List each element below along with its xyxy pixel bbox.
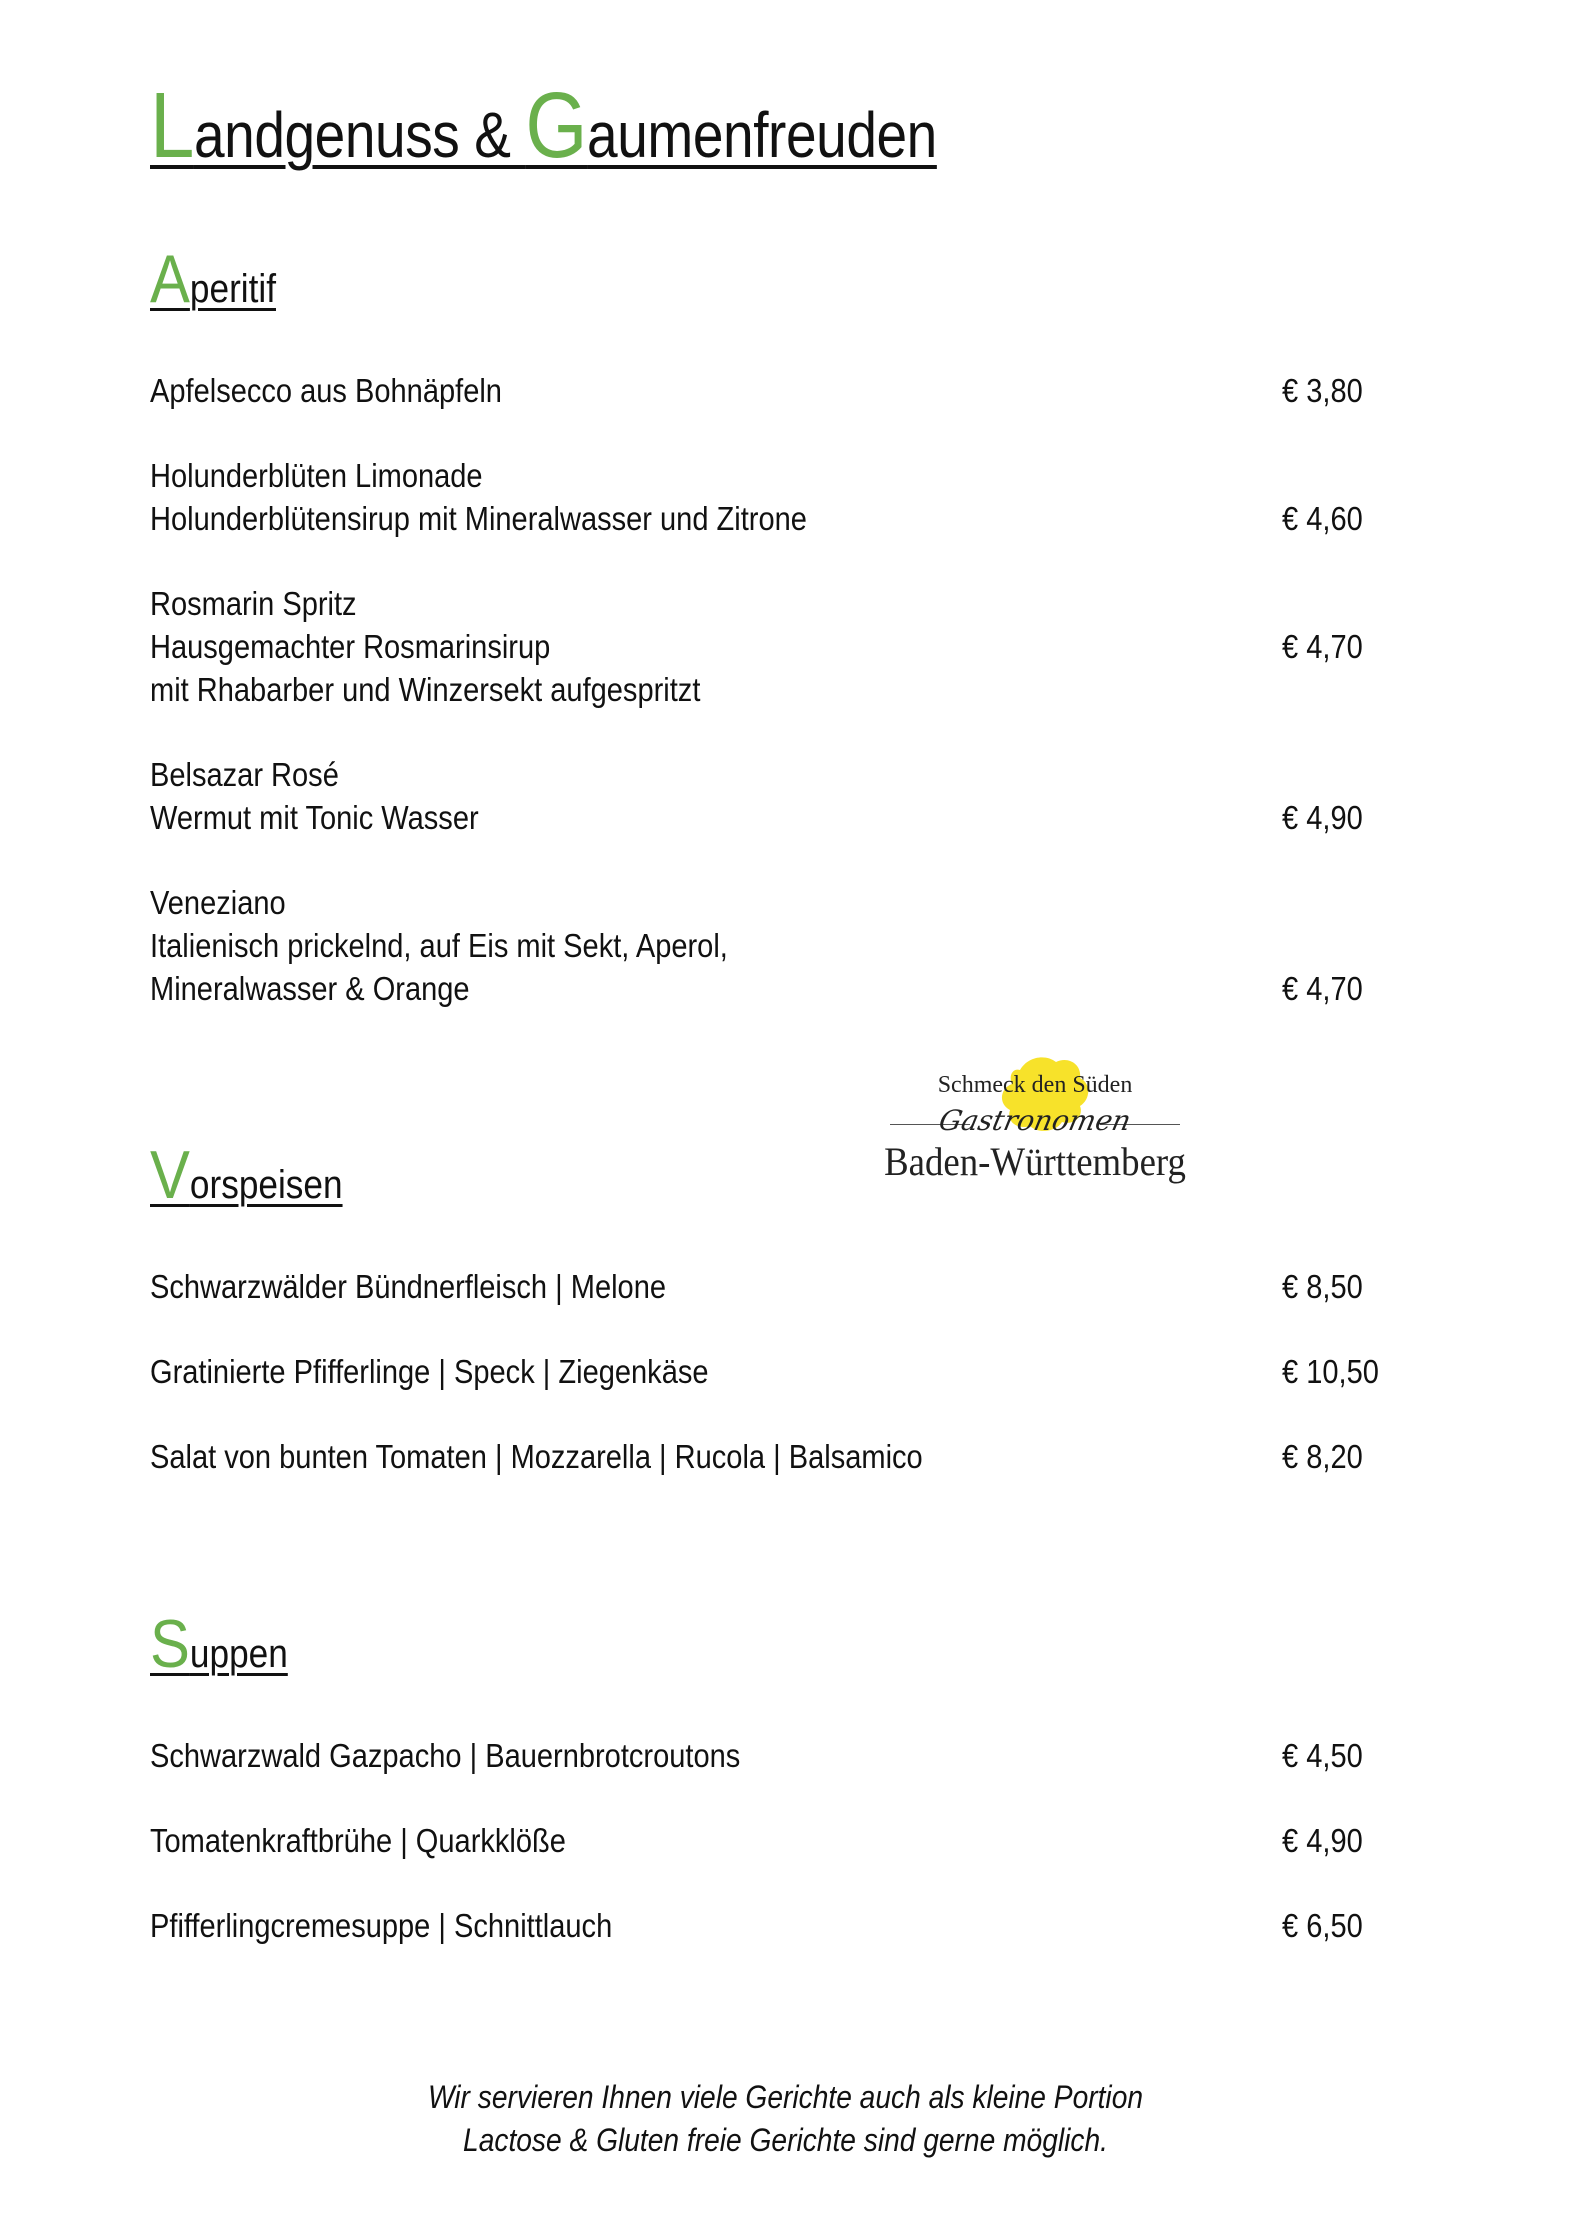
menu-item-name: Salat von bunten Tomaten | Mozzarella | Rucola | Balsamico xyxy=(150,1438,923,1475)
section-heading-aperitif xyxy=(150,241,276,317)
menu-item-description: mit Rhabarber und Winzersekt aufgespritzt xyxy=(150,671,701,708)
menu-item-description: Hausgemachter Rosmarinsirup xyxy=(150,628,551,665)
heading-initial: V xyxy=(150,1137,190,1213)
heading-initial: A xyxy=(150,241,190,317)
menu-item-name: Holunderblüten Limonade xyxy=(150,457,483,494)
menu-item-name: Apfelsecco aus Bohnäpfeln xyxy=(150,372,502,409)
title-part-2: aumenfreuden xyxy=(587,99,937,171)
menu-item-price: € 4,70 xyxy=(1282,970,1363,1007)
menu-item-description: Holunderblütensirup mit Mineralwasser und Zitrone xyxy=(150,500,807,537)
menu-item-price: € 6,50 xyxy=(1282,1907,1363,1944)
heading-text: orspeisen xyxy=(189,1163,343,1207)
logo-text-region: Baden-Württemberg xyxy=(884,1139,1186,1184)
menu-item-price: € 4,60 xyxy=(1282,500,1363,537)
menu-item-description: Italienisch prickelnd, auf Eis mit Sekt, Aperol, xyxy=(150,927,728,964)
logo-text-script: Gastronomen xyxy=(936,1104,1134,1137)
menu-item-price: € 8,20 xyxy=(1282,1438,1363,1475)
heading-initial: S xyxy=(150,1606,190,1682)
menu-item-price: € 10,50 xyxy=(1282,1353,1379,1390)
menu-item-name: Veneziano xyxy=(150,884,286,921)
section-heading-suppen xyxy=(150,1606,288,1682)
schmeck-den-sueden-logo xyxy=(870,1050,1200,1190)
menu-item-price: € 4,70 xyxy=(1282,628,1363,665)
title-initial-l: L xyxy=(150,73,194,177)
title-initial-g: G xyxy=(525,73,588,177)
menu-item-price: € 4,90 xyxy=(1282,1822,1363,1859)
menu-item-name: Schwarzwälder Bündnerfleisch | Melone xyxy=(150,1268,667,1305)
menu-item-name: Gratinierte Pfifferlinge | Speck | Ziegenkäse xyxy=(150,1353,709,1390)
menu-item-price: € 4,90 xyxy=(1282,799,1363,836)
heading-text: peritif xyxy=(189,267,276,311)
menu-item-description: Wermut mit Tonic Wasser xyxy=(150,799,479,836)
menu-item-price: € 4,50 xyxy=(1282,1737,1363,1774)
menu-item-name: Schwarzwald Gazpacho | Bauernbrotcroutons xyxy=(150,1737,741,1774)
section-heading-vorspeisen xyxy=(150,1137,343,1213)
menu-item-name: Tomatenkraftbrühe | Quarkklöße xyxy=(150,1822,566,1859)
logo-text-top: Schmeck den Süden xyxy=(937,1072,1133,1098)
menu-item-price: € 8,50 xyxy=(1282,1268,1363,1305)
footer-note-portion: Wir servieren Ihnen viele Gerichte auch als kleine Portion xyxy=(427,2079,1144,2115)
menu-item-price: € 3,80 xyxy=(1282,372,1363,409)
menu-item-description: Mineralwasser & Orange xyxy=(150,970,470,1007)
heading-text: uppen xyxy=(189,1632,288,1676)
page-title xyxy=(150,73,937,177)
menu-item-name: Rosmarin Spritz xyxy=(150,585,357,622)
title-part-1: andgenuss & xyxy=(193,99,526,171)
menu-item-name: Pfifferlingcremesuppe | Schnittlauch xyxy=(150,1907,613,1944)
footer-note-allergens: Lactose & Gluten freie Gerichte sind gerne möglich. xyxy=(463,2122,1108,2158)
menu-item-name: Belsazar Rosé xyxy=(150,756,339,793)
